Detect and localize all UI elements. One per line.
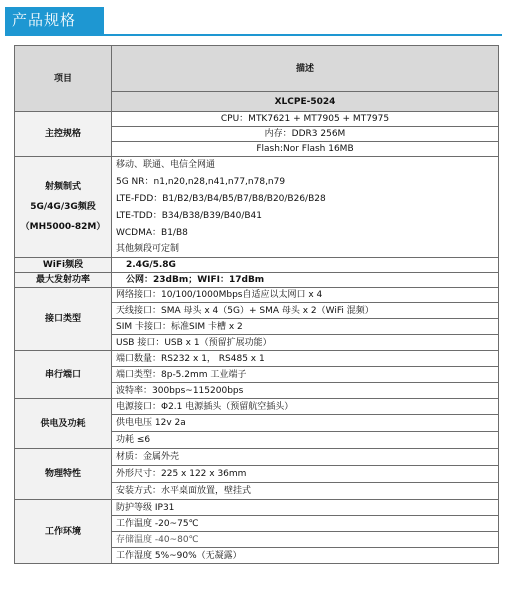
interface-net: 网络接口：10/100/1000Mbps自适应以太网口 x 4 [112,288,499,303]
label-serial: 串行端口 [15,351,112,399]
label-physical: 物理特性 [15,449,112,500]
power-consumption: 功耗 ≤6 [112,432,499,449]
spec-table [14,45,499,564]
label-main-control: 主控规格 [15,112,112,157]
env-ip: 防护等级 IP31 [112,500,499,516]
label-max-power: 最大发射功率 [15,273,112,288]
label-wifi-band: WiFi频段 [15,258,112,273]
rf-network: 移动、联通、电信全网通 [112,157,499,174]
header-desc: 描述 [112,46,499,92]
header-model: XLCPE-5024 [112,92,499,112]
rf-tdd: LTE-TDD：B34/B38/B39/B40/B41 [112,208,499,225]
rf-fdd: LTE-FDD：B1/B2/B3/B4/B5/B7/B8/B20/B26/B28 [112,191,499,208]
label-environment: 工作环境 [15,500,112,564]
serial-type: 端口类型：8p-5.2mm 工业端子 [112,367,499,383]
serial-baud: 波特率：300bps~115200bps [112,383,499,399]
label-rf-line2: 5G/4G/3G频段 [30,202,96,212]
section-title-bar [5,7,104,34]
title-underline [5,34,502,36]
label-power: 供电及功耗 [15,399,112,449]
env-humidity: 工作湿度 5%~90%（无凝露） [112,548,499,564]
label-interface: 接口类型 [15,288,112,351]
section-title: 产品规格 [12,11,77,29]
serial-count: 端口数量：RS232 x 1， RS485 x 1 [112,351,499,367]
physical-material: 材质：金属外壳 [112,449,499,466]
rf-custom: 其他频段可定制 [112,242,499,258]
physical-size: 外形尺寸：225 x 122 x 36mm [112,466,499,483]
max-power-value: 公网：23dBm；WIFI：17dBm [112,273,499,288]
power-jack: 电源接口：Φ2.1 电源插头（预留航空插头） [112,399,499,415]
power-voltage: 供电电压 12v 2a [112,415,499,432]
label-rf-line1: 射频制式 [44,182,81,192]
interface-antenna: 天线接口：SMA 母头 x 4（5G）+ SMA 母头 x 2（WiFi 混频） [112,303,499,319]
interface-usb: USB 接口：USB x 1（预留扩展功能） [112,335,499,351]
cpu-value: CPU：MTK7621 + MT7905 + MT7975 [112,112,499,127]
rf-nr: 5G NR：n1,n20,n28,n41,n77,n78,n79 [112,174,499,191]
interface-sim: SIM 卡接口：标准SIM 卡槽 x 2 [112,319,499,335]
env-storage: 存储温度 -40~80℃ [112,532,499,548]
memory-value: 内存：DDR3 256M [112,127,499,142]
rf-wcdma: WCDMA：B1/B8 [112,225,499,242]
flash-value: Flash:Nor Flash 16MB [112,142,499,157]
physical-mount: 安装方式：水平桌面放置，壁挂式 [112,483,499,500]
label-rf [15,157,112,258]
env-temp: 工作温度 -20~75℃ [112,516,499,532]
label-rf-line3: （MH5000-82M） [20,222,106,232]
header-item: 项目 [15,46,112,112]
wifi-band-value: 2.4G/5.8G [112,258,499,273]
